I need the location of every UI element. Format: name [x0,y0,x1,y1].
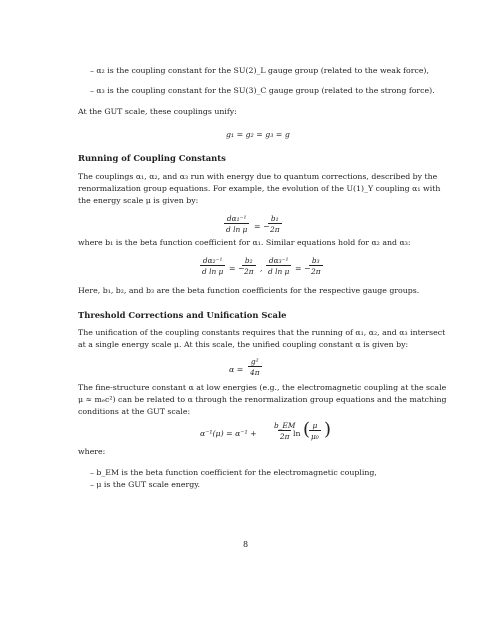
fine-para-line1: The fine-structure constant α at low energies (e.g., the electromagnetic coupling at the scale [78,383,447,392]
eq3-num: g² [250,357,259,366]
eq1-lhs-den: d ln μ [226,225,248,234]
eq2-a-relation: = − [229,264,245,273]
eq2-a-lhs-fraction [200,256,225,276]
section2-para-line1: The unification of the coupling constants requires that the running of α₁, α₂, and α₃ intersect [78,328,446,337]
eq3-fraction [248,357,262,377]
eq2-b-lhs-fraction [266,256,291,276]
eq2-b-rhs-num: b₃ [311,256,320,265]
eq1-rhs-den: 2π [270,225,280,234]
eq4-ratio-num: μ [312,421,318,430]
eq1-rhs-fraction [268,214,282,234]
fine-para-line3: conditions at the GUT scale: [78,407,191,416]
list-item-alpha3: – α₃ is the coupling constant for the SU(3)_C gauge group (related to the strong force). [90,86,435,95]
eq2-b-relation: = − [295,264,311,273]
eq4-left-paren: ( [303,419,311,440]
eq4-den: 2π [279,432,290,441]
list-item-bem: – b_EM is the beta function coefficient for the electromagnetic coupling, [90,468,377,477]
gut-intro: At the GUT scale, these couplings unify: [78,107,237,116]
section-title-running: Running of Coupling Constants [78,153,226,163]
eq2-b-lhs-den: d ln μ [268,267,290,276]
eq2-a-lhs-den: d ln μ [202,267,224,276]
section-title-threshold: Threshold Corrections and Unification Scale [78,310,287,320]
section1-para-line3: the energy scale μ is given by: [78,196,199,205]
eq4-ratio [309,421,321,441]
section2-para-line2: at a single energy scale μ. At this scale, the unified coupling constant α is given by: [78,340,409,349]
page-number: 8 [243,540,249,549]
eq1-lhs-num: dα₁⁻¹ [226,214,247,223]
eq2-b-rhs-den: 2π [311,267,321,276]
gut-equation: g₁ = g₂ = g₃ = g [226,130,290,139]
eq4-num: b_EM [274,421,296,430]
list-item-mu: – μ is the GUT scale energy. [90,480,201,489]
section1-para-line1: The couplings α₁, α₂, and α₃ run with energy due to quantum corrections, described by the [78,172,438,181]
eq2-a-rhs-den: 2π [244,267,254,276]
list-item-alpha2: – α₂ is the coupling constant for the SU(2)_L gauge group (related to the weak force), [90,66,429,75]
section1-para-line2: renormalization group equations. For example, the evolution of the U(1)_Y coupling α₁ with [78,184,441,193]
para-b123: Here, b₁, b₂, and b₃ are the beta function coefficients for the respective gauge groups. [78,286,420,295]
eq3-den: 4π [250,368,260,377]
eq1-rhs-num: b₁ [270,214,279,223]
fine-para-line2: μ ≈ mₑc²) can be related to α through the renormalization group equations and the matching [78,395,447,404]
eq4-ln: ln [293,429,301,438]
eq2-separator: , [260,264,263,273]
eq4-right-paren: ) [324,419,332,440]
eq2-b-rhs-fraction [309,256,323,276]
eq1-relation: = − [254,222,270,231]
eq1-lhs-fraction [224,214,249,234]
eq3-lhs: α = [229,365,244,374]
eq2-a-rhs-num: b₂ [244,256,253,265]
eq2-a-lhs-num: dα₂⁻¹ [202,256,223,265]
eq4-ratio-den: μ₀ [311,432,319,441]
eq4-lhs: α⁻¹(μ) = α⁻¹ + [200,429,257,438]
where-label: where: [78,447,106,456]
eq2-b-lhs-num: dα₃⁻¹ [268,256,289,265]
para-b1: where b₁ is the beta function coefficient for α₁. Similar equations hold for α₂ and α₃: [78,238,411,247]
eq2-a-rhs-fraction [242,256,256,276]
